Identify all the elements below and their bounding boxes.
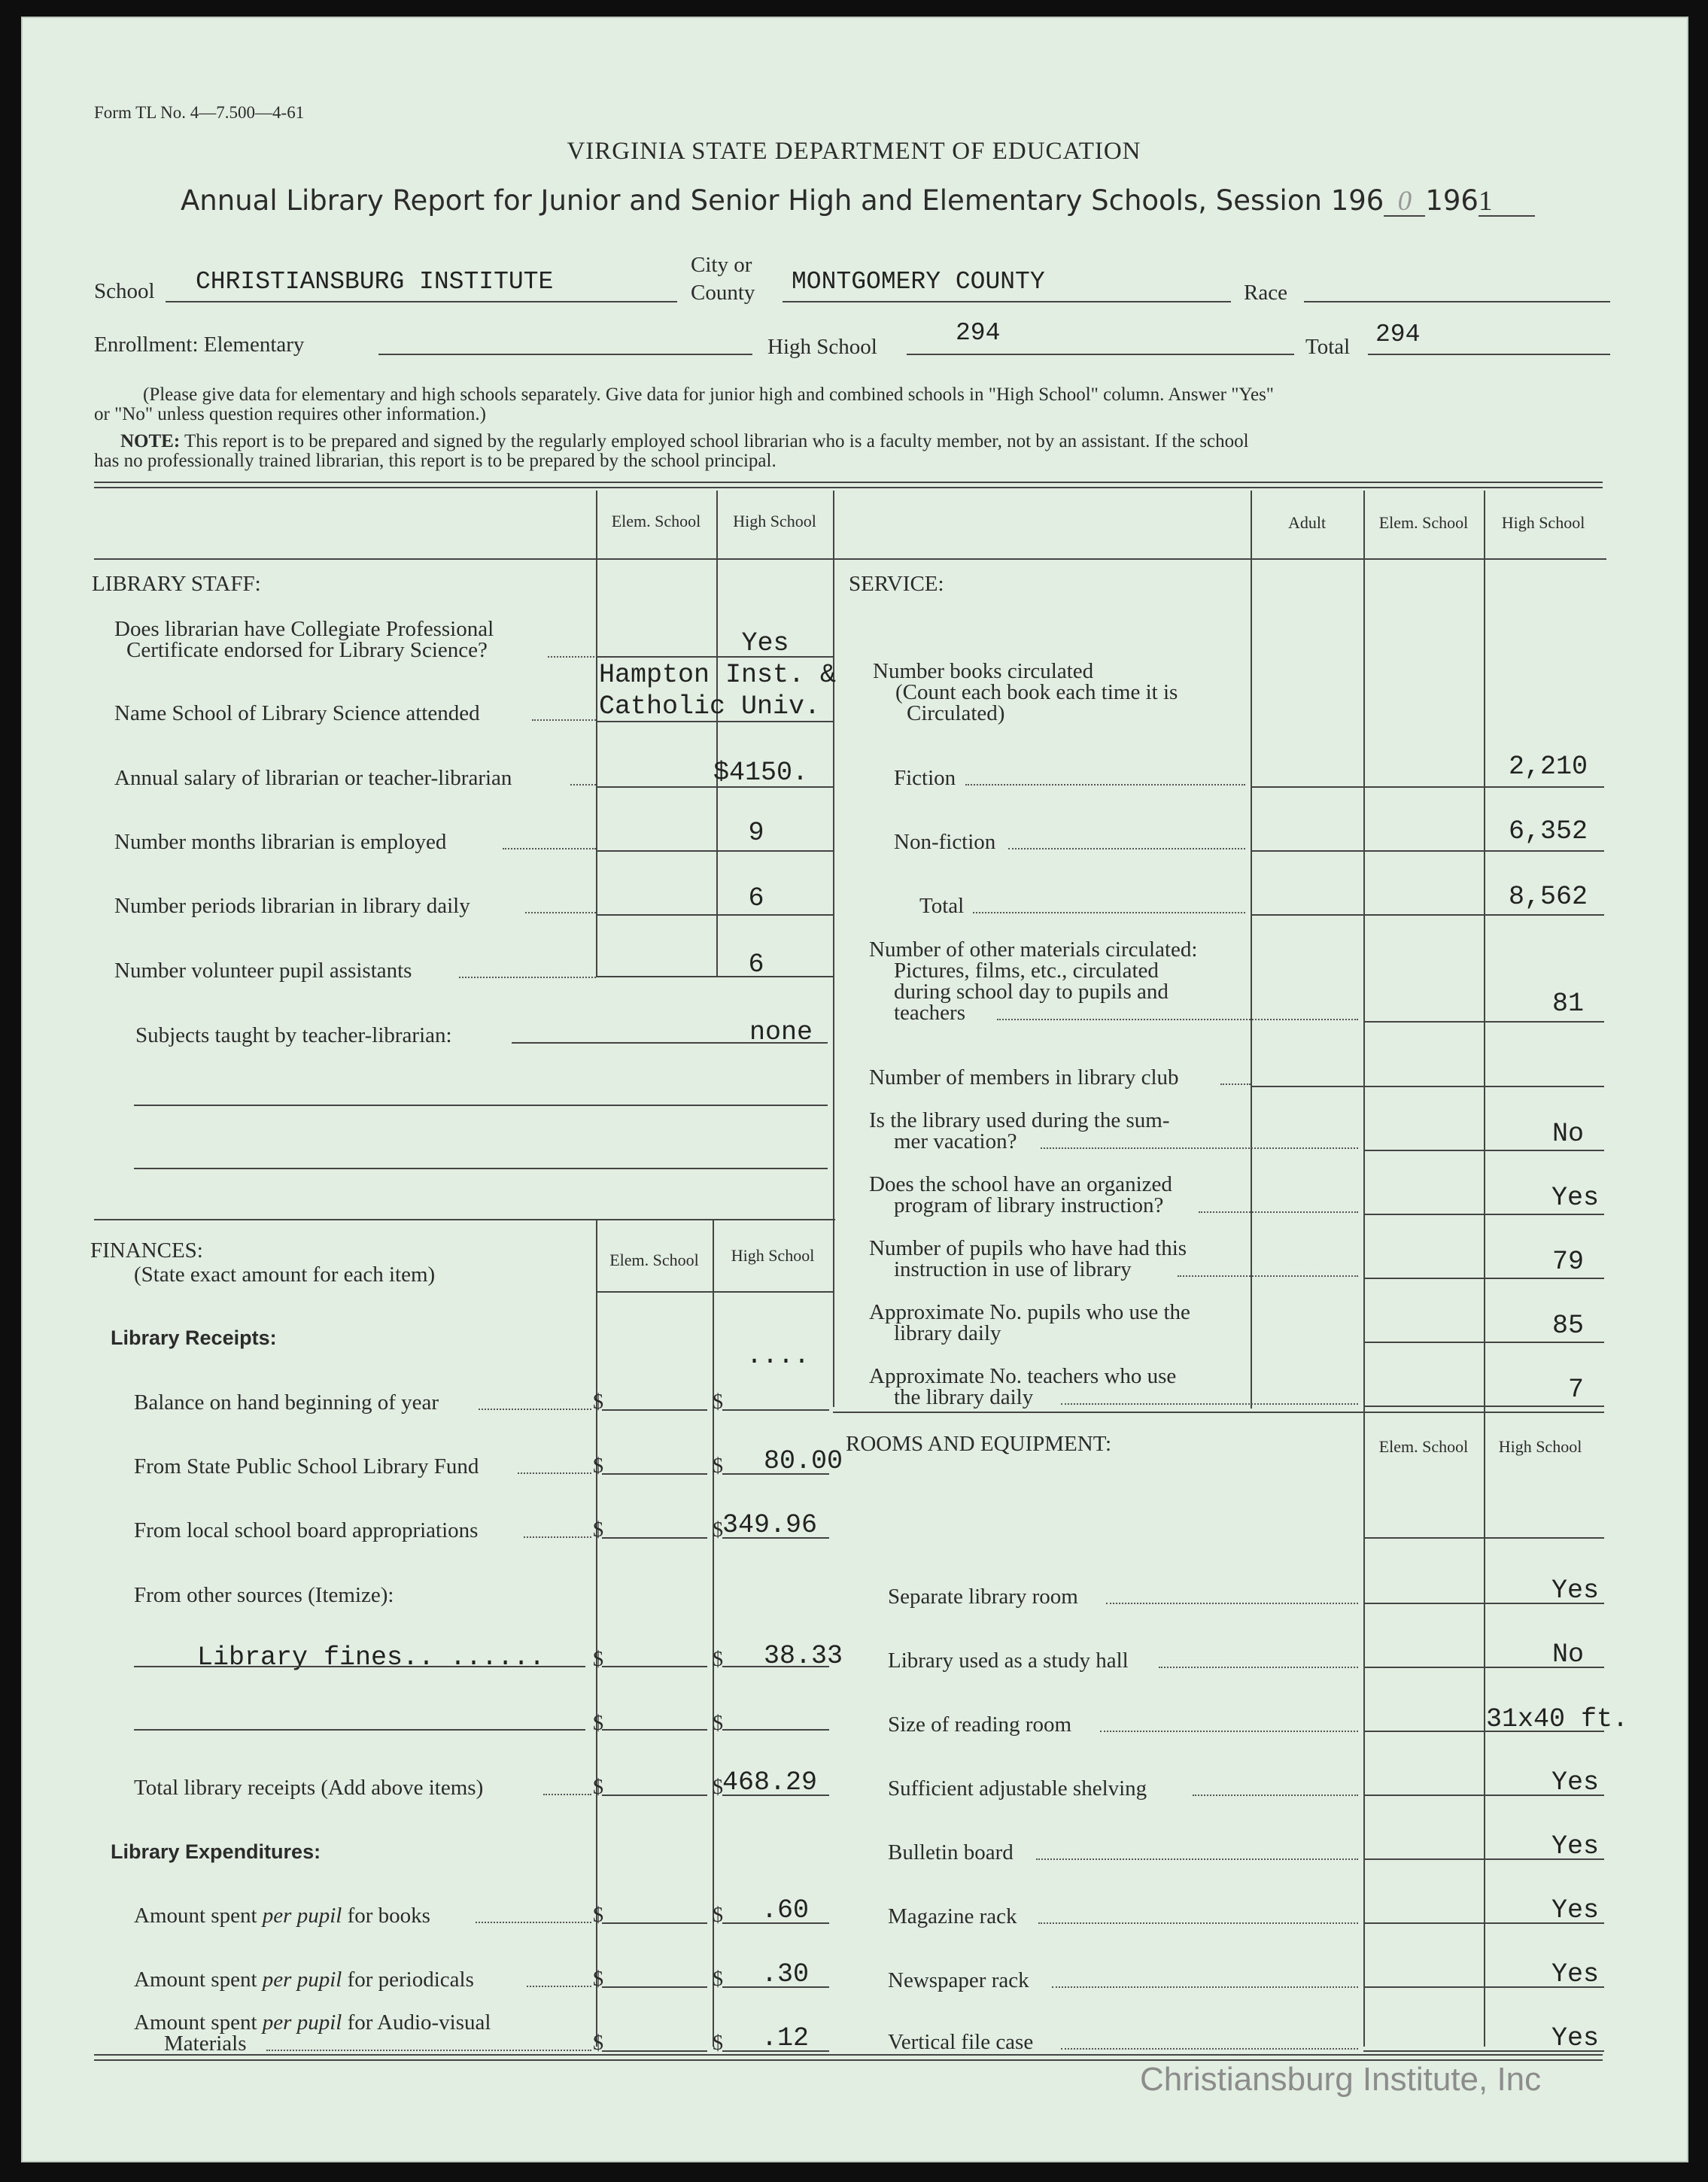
a-volunteers: 6 [748, 950, 764, 980]
teachers-daily-line-2: the library daily [894, 1385, 1034, 1409]
rooms-heading: ROOMS AND EQUIPMENT: [846, 1432, 1112, 1456]
teachers-daily-line-1: Approximate No. teachers who use [869, 1364, 1177, 1388]
col-high-school-rooms: High School [1498, 1437, 1582, 1456]
a-salary: $4150. [713, 758, 809, 788]
total-receipts-value: 468.29 [722, 1767, 818, 1798]
nonfiction-label: Non-fiction [894, 830, 996, 854]
total-receipts-label: Total library receipts (Add above items) [134, 1776, 484, 1800]
books-circulated-line-2: (Count each book each time it is [895, 680, 1178, 704]
summer-line-2: mer vacation? [894, 1129, 1017, 1153]
vertical-file-label: Vertical file case [888, 2030, 1034, 2054]
service-total-value: 8,562 [1508, 882, 1588, 912]
finances-heading: FINANCES: [90, 1238, 203, 1263]
high-school-label: High School [767, 335, 877, 359]
shelving-label: Sufficient adjustable shelving [888, 1776, 1147, 1801]
other-materials-line-4: teachers [894, 1001, 965, 1025]
shelving-value: Yes [1551, 1767, 1599, 1798]
form-number: Form TL No. 4—7.500—4-61 [94, 103, 305, 122]
total-label: Total [1305, 335, 1351, 359]
q-months: Number months librarian is employed [114, 830, 447, 854]
reading-room-size-label: Size of reading room [888, 1712, 1072, 1737]
city-label: City or [691, 253, 752, 277]
report-title: Annual Library Report for Junior and Senior High and Elementary Schools, Session 196 0 1961 [181, 187, 1535, 217]
pupils-daily-line-2: library daily [894, 1321, 1001, 1345]
col-adult: Adult [1287, 513, 1327, 532]
col-high-school-staff: High School [733, 512, 816, 530]
program-line-1: Does the school have an organized [869, 1172, 1172, 1196]
q-periods: Number periods librarian in library daily [114, 894, 470, 918]
periodicals-label: Amount spent per pupil for periodicals [134, 1968, 474, 1992]
program-line-2: program of library instruction? [894, 1193, 1164, 1217]
balance-dots-note: .... [746, 1341, 810, 1371]
av-label-line-1: Amount spent per pupil for Audio-visual [134, 2010, 491, 2035]
av-label-line-2: Materials [164, 2032, 247, 2056]
q-subjects: Subjects taught by teacher-librarian: [135, 1023, 452, 1047]
library-fines-value: 38.33 [764, 1641, 843, 1671]
bulletin-board-label: Bulletin board [888, 1840, 1014, 1864]
bulletin-board-value: Yes [1551, 1831, 1599, 1861]
vertical-file-value: Yes [1551, 2023, 1599, 2053]
separate-room-value: Yes [1551, 1576, 1599, 1606]
department-title: VIRGINIA STATE DEPARTMENT OF EDUCATION [567, 138, 1141, 165]
summer-value: No [1551, 1119, 1584, 1149]
race-label: Race [1244, 281, 1287, 305]
summer-line-1: Is the library used during the sum- [869, 1108, 1170, 1132]
pupils-daily-line-1: Approximate No. pupils who use the [869, 1300, 1190, 1324]
county-label: County [691, 281, 755, 305]
pupils-instruction-line-1: Number of pupils who have had this [869, 1236, 1187, 1260]
instructions-line-2: or "No" unless question requires other information.) [94, 404, 486, 424]
library-fines-label: Library fines.. ...... [197, 1643, 546, 1673]
a-months: 9 [748, 818, 764, 848]
pupils-instruction-line-2: instruction in use of library [894, 1257, 1132, 1281]
col-elem-school-rooms: Elem. School [1378, 1437, 1469, 1456]
magazine-rack-label: Magazine rack [888, 1904, 1017, 1928]
program-value: Yes [1551, 1183, 1599, 1213]
other-sources-label: From other sources (Itemize): [134, 1583, 394, 1607]
other-materials-line-3: during school day to pupils and [894, 980, 1169, 1004]
session-year-end: 1 [1479, 187, 1535, 217]
county-name: MONTGOMERY COUNTY [792, 268, 1045, 296]
nonfiction-value: 6,352 [1508, 816, 1588, 846]
state-fund-label: From State Public School Library Fund [134, 1454, 479, 1478]
newspaper-rack-label: Newspaper rack [888, 1968, 1029, 1992]
pupils-daily-value: 85 [1551, 1311, 1584, 1341]
high-school-enrollment: 294 [956, 319, 1001, 347]
q-library-school: Name School of Library Science attended [114, 701, 480, 725]
separate-room-label: Separate library room [888, 1585, 1078, 1609]
fiction-value: 2,210 [1508, 752, 1588, 782]
books-value: .60 [761, 1895, 810, 1925]
study-hall-value: No [1551, 1640, 1584, 1670]
total-enrollment: 294 [1375, 321, 1421, 348]
col-elem-school-finance: Elem. School [609, 1251, 699, 1269]
session-year-start: 0 [1384, 187, 1425, 217]
col-elem-school-service: Elem. School [1378, 513, 1469, 532]
books-label: Amount spent per pupil for books [134, 1904, 430, 1928]
service-total-label: Total [919, 894, 965, 918]
school-label: School [94, 279, 155, 303]
col-high-school-service: High School [1501, 513, 1585, 532]
note-line-2: has no professionally trained librarian, this report is to be prepared by the school principal. [94, 451, 777, 471]
expenditures-heading: Library Expenditures: [111, 1840, 321, 1863]
library-club-label: Number of members in library club [869, 1065, 1179, 1089]
q-volunteers: Number volunteer pupil assistants [114, 959, 412, 983]
books-circulated-line-1: Number books circulated [873, 659, 1094, 683]
watermark: Christiansburg Institute, Inc [1140, 2061, 1542, 2098]
teachers-daily-value: 7 [1567, 1375, 1584, 1405]
local-appropriations-label: From local school board appropriations [134, 1518, 479, 1542]
magazine-rack-value: Yes [1551, 1895, 1599, 1925]
school-name: CHRISTIANSBURG INSTITUTE [196, 268, 554, 296]
service-heading: SERVICE: [849, 572, 944, 596]
periodicals-value: .30 [761, 1959, 810, 1989]
q-certificate-line-2: Certificate endorsed for Library Science? [126, 638, 488, 662]
enrollment-label: Enrollment: Elementary [94, 333, 305, 357]
pupils-instruction-value: 79 [1551, 1247, 1584, 1277]
av-value: .12 [761, 2023, 810, 2053]
q-salary: Annual salary of librarian or teacher-librarian [114, 766, 512, 790]
instructions-line-1: (Please give data for elementary and high schools separately. Give data for junior high and combined schools in "High School" column. Answer "Yes" [143, 384, 1275, 405]
study-hall-label: Library used as a study hall [888, 1649, 1129, 1673]
q-certificate-line-1: Does librarian have Collegiate Professional [114, 617, 494, 641]
col-high-school-finance: High School [731, 1246, 815, 1265]
a-certificate: Yes [741, 628, 789, 658]
state-fund-value: 80.00 [764, 1446, 843, 1476]
note-line-1: NOTE: This report is to be prepared and signed by the regularly employed school librarian who is a faculty member, not by an assistant. If the school [120, 431, 1249, 451]
newspaper-rack-value: Yes [1551, 1959, 1599, 1989]
a-subjects: none [749, 1017, 813, 1047]
fiction-label: Fiction [894, 766, 956, 790]
other-materials-value: 81 [1551, 989, 1584, 1019]
local-appropriations-value: 349.96 [722, 1510, 818, 1540]
balance-label: Balance on hand beginning of year [134, 1390, 439, 1415]
col-elem-school-staff: Elem. School [611, 512, 701, 530]
a-school-line-2: Catholic Univ. [599, 691, 821, 722]
library-staff-heading: LIBRARY STAFF: [92, 572, 261, 596]
other-materials-line-2: Pictures, films, etc., circulated [894, 959, 1159, 983]
receipts-heading: Library Receipts: [111, 1327, 277, 1349]
books-circulated-line-3: Circulated) [907, 701, 1005, 725]
a-periods: 6 [748, 883, 764, 913]
other-materials-line-1: Number of other materials circulated: [869, 938, 1198, 962]
a-school-line-1: Hampton Inst. & [599, 660, 837, 690]
reading-room-size-value: 31x40 ft. [1486, 1704, 1629, 1734]
finances-subheading: (State exact amount for each item) [134, 1263, 436, 1287]
